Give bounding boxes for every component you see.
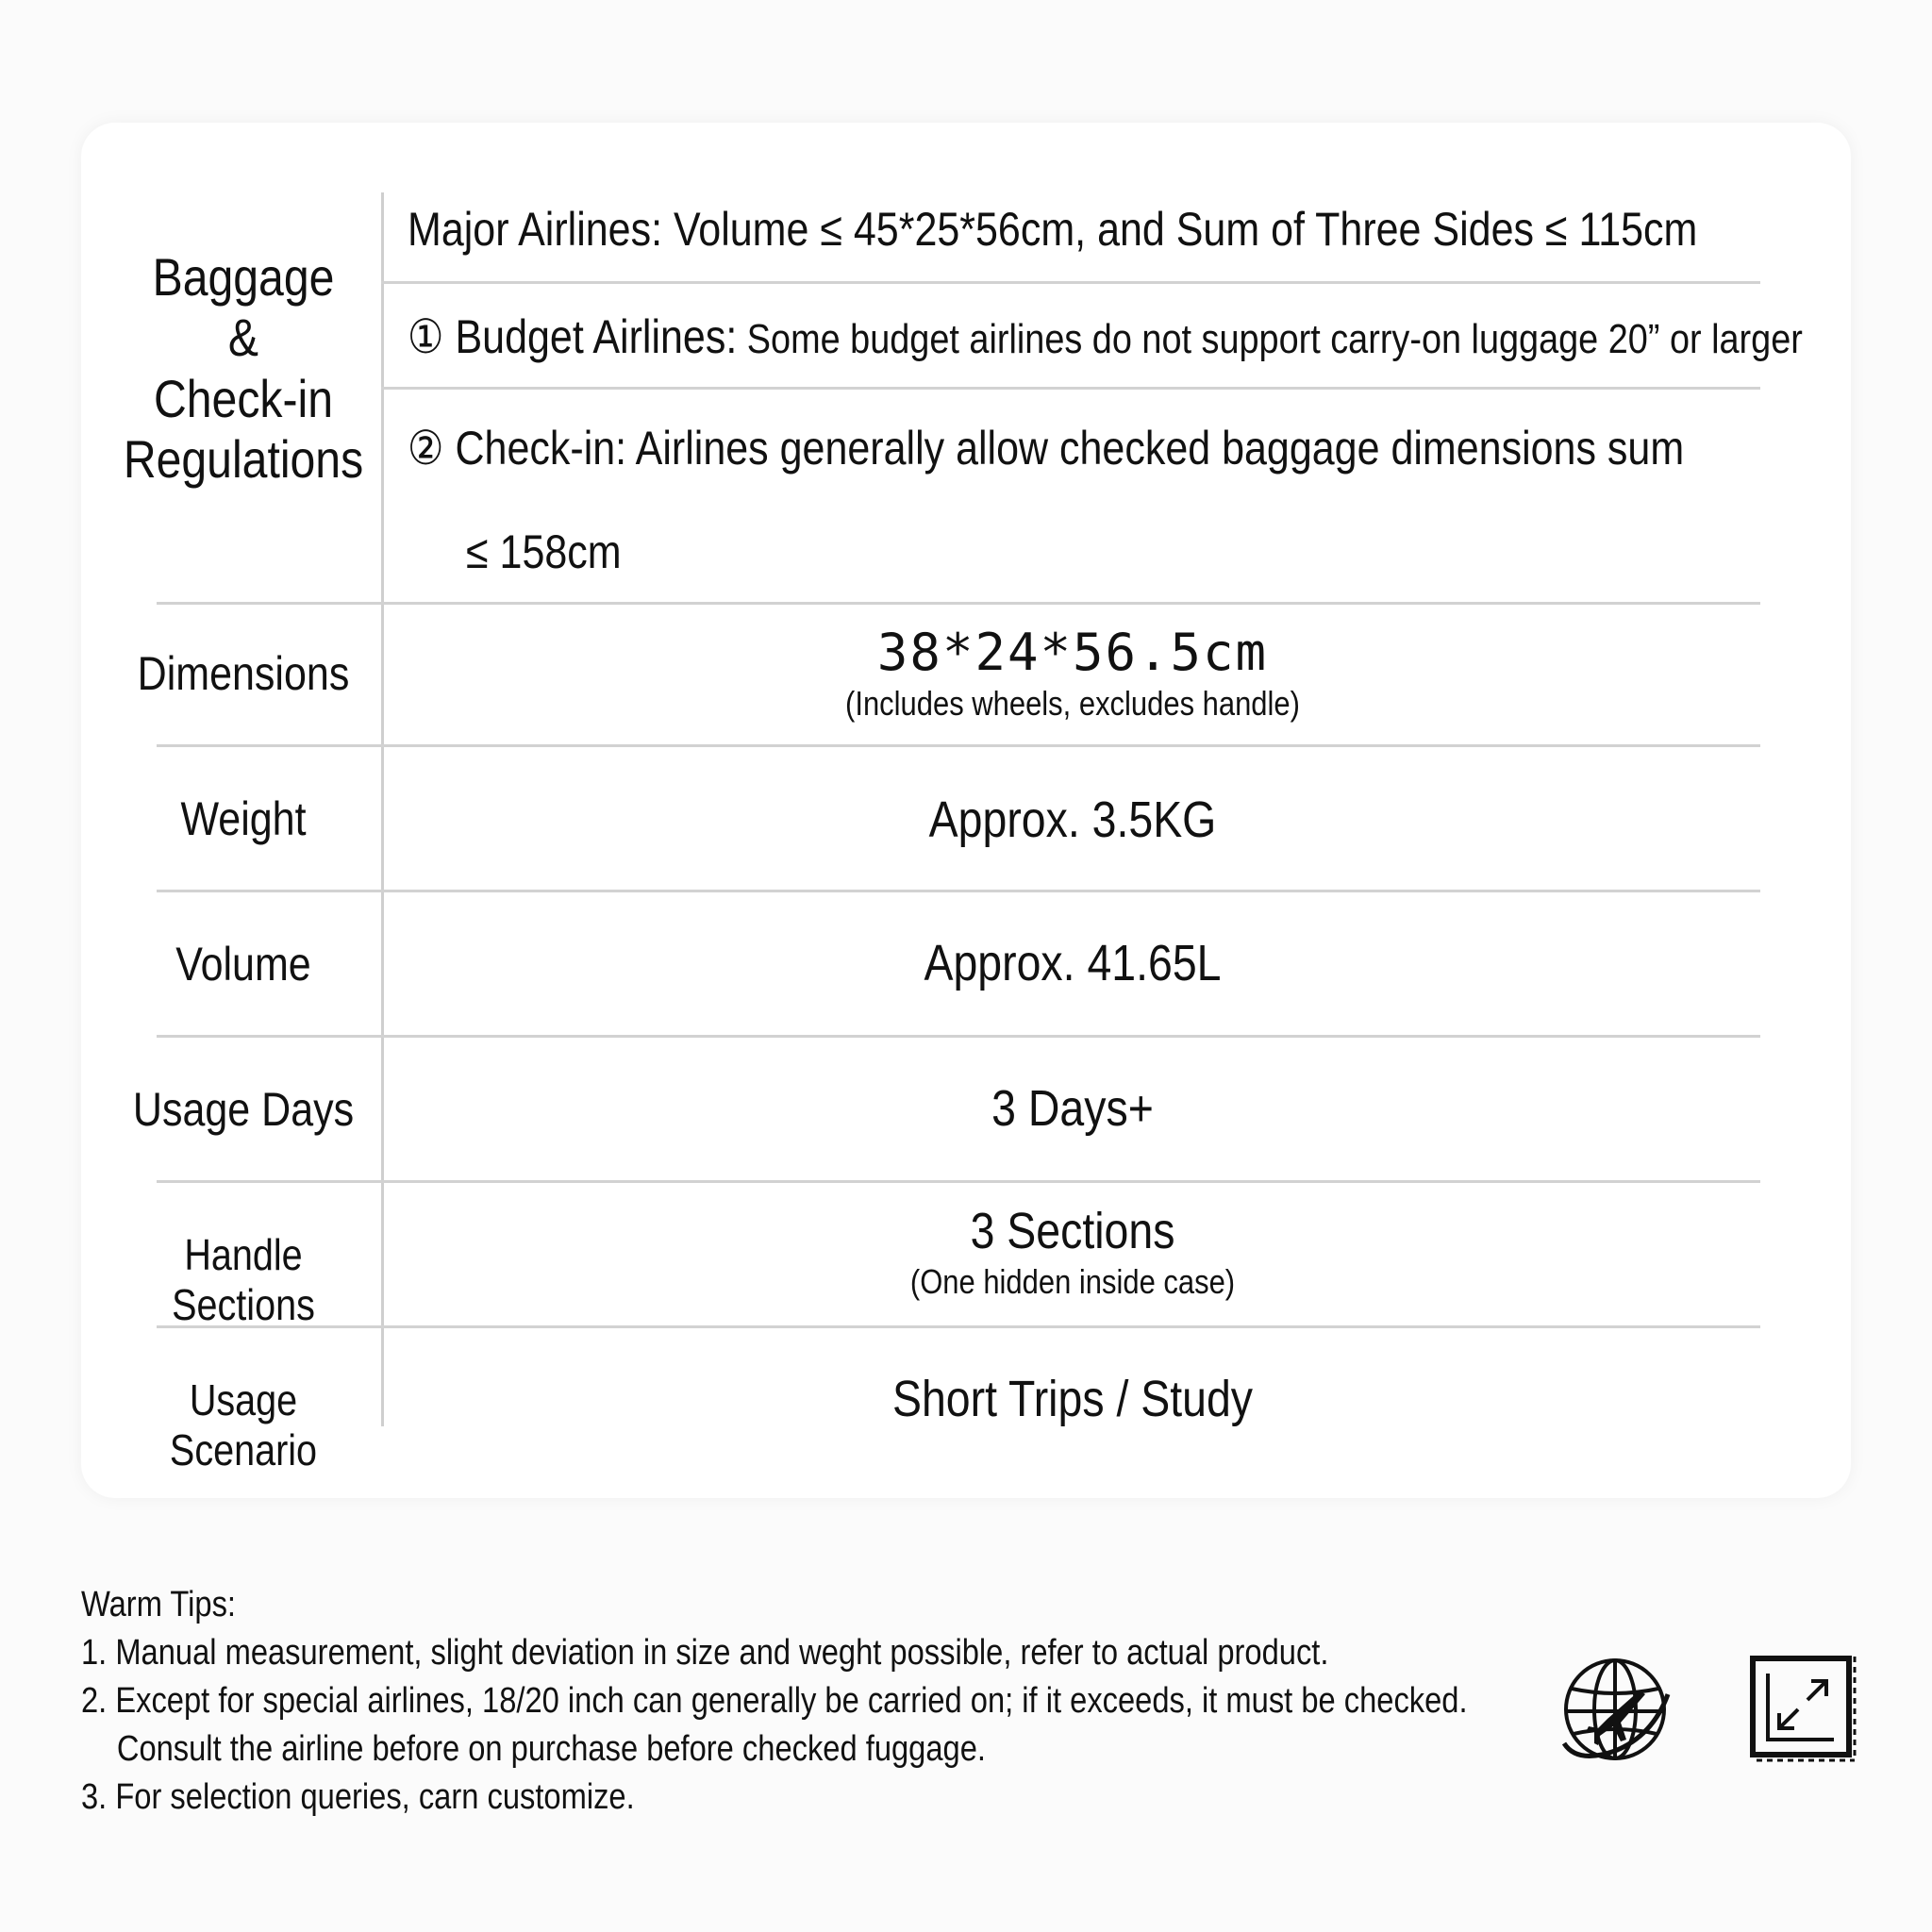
- label-line: Baggage: [152, 247, 335, 307]
- label-usage-scenario: Usage Scenario: [169, 1375, 318, 1474]
- usage-days-value: 3 Days+: [991, 1080, 1154, 1137]
- globe-airplane-icon: [1558, 1653, 1672, 1766]
- row-divider: [381, 281, 1760, 284]
- row-divider: [157, 1035, 1760, 1038]
- row-divider: [157, 1325, 1760, 1328]
- label-line: &: [227, 308, 259, 368]
- row-divider: [157, 890, 1760, 892]
- dimensions-note: (Includes wheels, excludes handle): [845, 684, 1300, 723]
- value-usage-days: [385, 1079, 1760, 1138]
- warm-tip-item: 1. Manual measurement, slight deviation in size and weght possible, refer to actual product.: [81, 1633, 1329, 1673]
- value-handle-sections: [385, 1202, 1760, 1302]
- globe-airplane-icon-graphic: [1558, 1653, 1672, 1766]
- value-usage-scenario: [385, 1370, 1760, 1428]
- budget-airlines-prefix: ① Budget Airlines:: [408, 310, 738, 363]
- table-column-divider: [381, 192, 384, 1426]
- value-weight: [385, 791, 1760, 849]
- volume-value: Approx. 41.65L: [924, 935, 1222, 991]
- warm-tip-item: 2. Except for special airlines, 18/20 inch can generally be carried on; if it exceeds, it must be checked.: [81, 1681, 1468, 1721]
- warm-tips-title: Warm Tips:: [81, 1585, 237, 1624]
- expand-arrows-icon: [1749, 1653, 1862, 1766]
- label-weight: Weight: [180, 792, 307, 845]
- weight-value: Approx. 3.5KG: [928, 791, 1217, 848]
- major-airlines-text: Major Airlines: Volume ≤ 45*25*56cm, and Sum of Three Sides ≤ 115cm: [408, 203, 1698, 256]
- label-usage-days: Usage Days: [132, 1083, 355, 1136]
- row-divider: [381, 387, 1760, 390]
- row-divider: [157, 1180, 1760, 1183]
- row-divider: [157, 602, 1760, 605]
- checkin-text-line2: ≤ 158cm: [466, 525, 622, 578]
- warm-tips: [81, 1581, 1553, 1822]
- handle-sections-value: 3 Sections: [970, 1203, 1175, 1259]
- major-airlines-rule: [408, 202, 1697, 257]
- budget-airlines-rule: [408, 309, 1803, 364]
- warm-tip-item: 3. For selection queries, carn customize.: [81, 1777, 635, 1817]
- checkin-rule-continued: [466, 525, 622, 579]
- warm-tip-item: Consult the airline before on purchase before checked fuggage.: [116, 1729, 986, 1769]
- label-dimensions: Dimensions: [137, 647, 350, 700]
- row-divider: [157, 744, 1760, 747]
- handle-sections-note: (One hidden inside case): [909, 1262, 1236, 1301]
- expand-arrows-icon-graphic: [1749, 1653, 1862, 1766]
- value-volume: [385, 934, 1760, 992]
- checkin-rule: [408, 421, 1684, 475]
- dimensions-value: 38*24*56.5cm: [876, 623, 1269, 682]
- label-line: Check-in: [153, 368, 334, 428]
- checkin-text-line1: ② Check-in: Airlines generally allow checked baggage dimensions sum: [408, 422, 1685, 475]
- value-dimensions: [385, 623, 1760, 724]
- budget-airlines-text: Some budget airlines do not support carry-on luggage 20” or larger: [737, 316, 1803, 362]
- label-handle-sections: Handle Sections: [172, 1230, 315, 1329]
- label-volume: Volume: [175, 938, 311, 991]
- label-line: Regulations: [123, 429, 364, 490]
- label-baggage-regulations: [115, 247, 372, 491]
- usage-scenario-value: Short Trips / Study: [891, 1371, 1254, 1427]
